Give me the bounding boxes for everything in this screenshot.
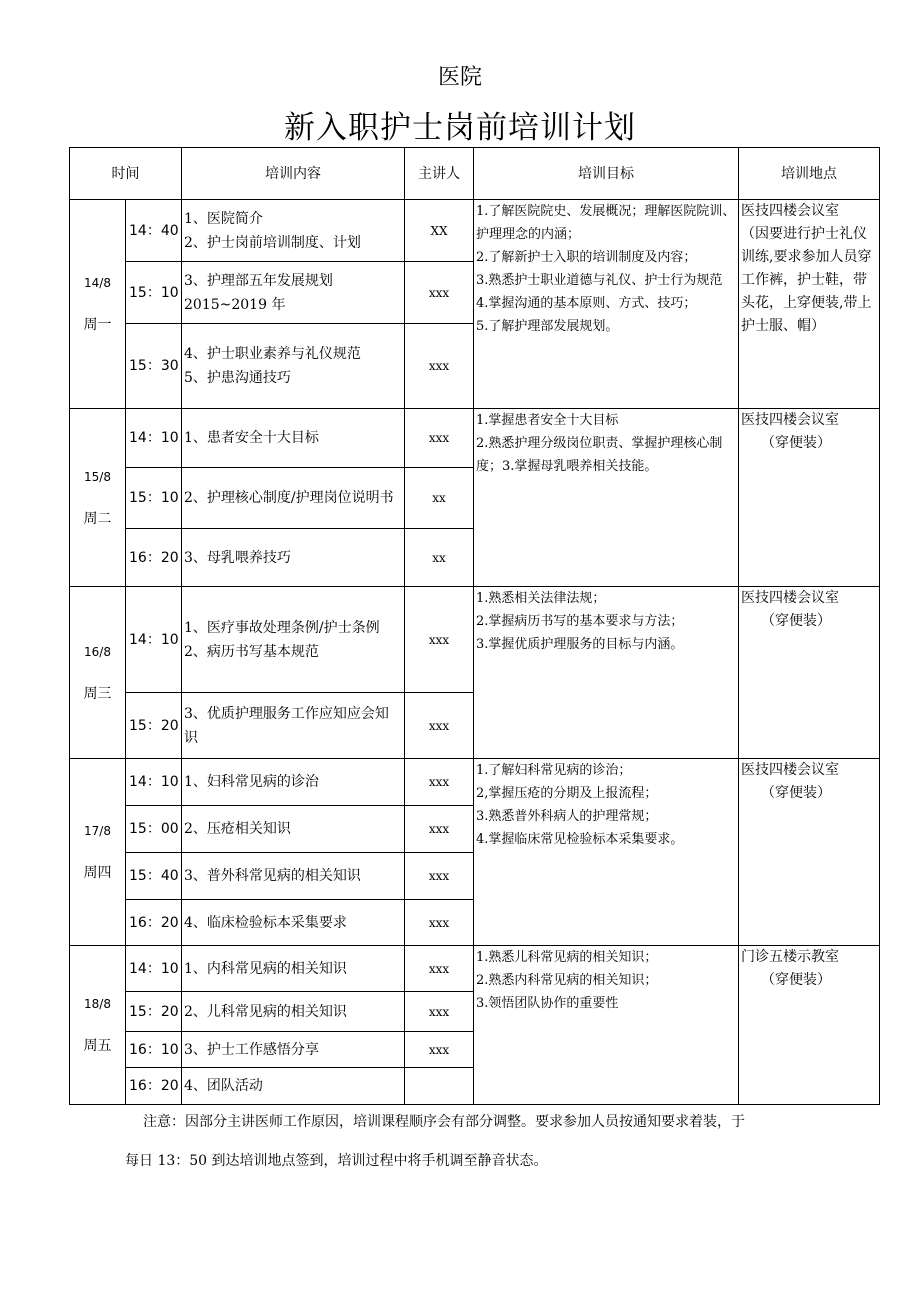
place-note: （穿便装） bbox=[761, 972, 831, 988]
content-line: 2、病历书写基本规范 bbox=[184, 643, 319, 660]
session-speaker: xxx bbox=[405, 1032, 474, 1068]
session-content bbox=[182, 262, 405, 324]
goal-line: 1.了解妇科常见病的诊治； bbox=[476, 763, 632, 778]
session-speaker: XX bbox=[405, 200, 474, 262]
day-cell bbox=[70, 409, 126, 587]
content-line: 1、医院简介 bbox=[184, 210, 263, 227]
session-time: 16：20 bbox=[126, 1068, 182, 1105]
content-line: 3、护理部五年发展规划 bbox=[184, 272, 333, 289]
session-time: 14：10 bbox=[126, 759, 182, 806]
place-note: （因要进行护士礼仪训练,要求参加人员穿工作裤，护士鞋，带头花，上穿便装,带上护士服、帽） bbox=[741, 226, 872, 334]
session-content bbox=[182, 759, 405, 806]
session-content bbox=[182, 587, 405, 693]
table-row bbox=[70, 200, 880, 262]
goal-line: 1.熟悉相关法律法规； bbox=[476, 591, 606, 606]
session-speaker: xxx bbox=[405, 587, 474, 693]
goal-line: 3.领悟团队协作的重要性 bbox=[476, 996, 619, 1011]
goal-line: 3.掌握优质护理服务的目标与内涵。 bbox=[476, 637, 684, 652]
header-place: 培训地点 bbox=[739, 148, 880, 200]
place-name: 医技四楼会议室 bbox=[741, 412, 839, 428]
session-content bbox=[182, 693, 405, 759]
day-date: 16/8 bbox=[84, 644, 111, 659]
day-goals bbox=[474, 946, 739, 1105]
day-place bbox=[739, 409, 880, 587]
day-cell bbox=[70, 946, 126, 1105]
session-speaker: xxx bbox=[405, 262, 474, 324]
goal-line: 1.了解医院院史、发展概况；理解医院院训、护理理念的内涵； bbox=[476, 204, 736, 242]
content-line: 1、内科常见病的相关知识 bbox=[184, 960, 347, 977]
day-goals bbox=[474, 409, 739, 587]
day-date: 18/8 bbox=[84, 997, 111, 1011]
day-place bbox=[739, 759, 880, 946]
document-title: 新入职护士岗前培训计划 bbox=[284, 110, 636, 146]
goal-line: 1.熟悉儿科常见病的相关知识； bbox=[476, 950, 658, 965]
session-speaker: xxx bbox=[405, 806, 474, 853]
session-speaker: xxx bbox=[405, 759, 474, 806]
header-row bbox=[70, 148, 880, 200]
session-time: 14：10 bbox=[126, 409, 182, 468]
session-time: 14：10 bbox=[126, 946, 182, 992]
session-time: 14：10 bbox=[126, 587, 182, 693]
session-time: 16：20 bbox=[126, 529, 182, 587]
session-content bbox=[182, 806, 405, 853]
day-weekday: 周二 bbox=[83, 510, 112, 527]
table-row bbox=[70, 409, 880, 468]
session-time: 16：20 bbox=[126, 900, 182, 946]
goal-line: 2.了解新护士入职的培训制度及内容； bbox=[476, 250, 697, 265]
day-weekday: 周三 bbox=[83, 685, 112, 702]
session-speaker: xx bbox=[405, 468, 474, 529]
session-speaker: xxx bbox=[405, 324, 474, 409]
session-time: 16：10 bbox=[126, 1032, 182, 1068]
day-cell bbox=[70, 200, 126, 409]
session-content bbox=[182, 1068, 405, 1105]
session-content bbox=[182, 324, 405, 409]
content-line: 4、护士职业素养与礼仪规范 bbox=[184, 346, 361, 362]
content-line: 2、儿科常见病的相关知识 bbox=[184, 1003, 347, 1020]
place-note: （穿便装） bbox=[761, 785, 831, 801]
session-speaker: xx bbox=[405, 529, 474, 587]
content-line: 3、普外科常见病的相关知识 bbox=[184, 868, 361, 884]
content-line: 1、妇科常见病的诊治 bbox=[184, 774, 319, 790]
content-line: 3、优质护理服务工作应知应会知识 bbox=[184, 705, 389, 746]
content-line: 2015~2019 年 bbox=[184, 296, 286, 313]
place-note: （穿便装） bbox=[761, 435, 831, 451]
note-line-1: 注意：因部分主讲医师工作原因，培训课程顺序会有部分调整。要求参加人员按通知要求着装，于 bbox=[143, 1114, 745, 1130]
day-date: 17/8 bbox=[84, 824, 111, 838]
day-date: 15/8 bbox=[84, 469, 111, 484]
day-date: 14/8 bbox=[84, 276, 111, 290]
content-line: 1、患者安全十大目标 bbox=[184, 430, 319, 446]
session-speaker: xxx bbox=[405, 409, 474, 468]
session-time: 14：40 bbox=[126, 200, 182, 262]
table-row bbox=[70, 946, 880, 992]
day-goals bbox=[474, 200, 739, 409]
header-content: 培训内容 bbox=[182, 148, 405, 200]
session-time: 15：30 bbox=[126, 324, 182, 409]
goal-line: 1.掌握患者安全十大目标 bbox=[476, 413, 619, 428]
goal-line: 4.掌握临床常见检验标本采集要求。 bbox=[476, 832, 684, 847]
content-line: 4、临床检验标本采集要求 bbox=[184, 914, 347, 931]
goal-line: 5.了解护理部发展规划。 bbox=[476, 319, 619, 334]
header-time: 时间 bbox=[70, 148, 182, 200]
training-schedule-table bbox=[69, 147, 880, 1105]
session-content bbox=[182, 992, 405, 1032]
day-cell bbox=[70, 759, 126, 946]
session-content bbox=[182, 1032, 405, 1068]
session-time: 15：20 bbox=[126, 693, 182, 759]
day-weekday: 周五 bbox=[83, 1038, 112, 1054]
content-line: 5、护患沟通技巧 bbox=[184, 370, 291, 386]
day-goals bbox=[474, 587, 739, 759]
content-line: 2、压疮相关知识 bbox=[184, 821, 291, 837]
goal-line: 3.熟悉护士职业道德与礼仪、护士行为规范 bbox=[476, 273, 723, 288]
day-weekday: 周一 bbox=[83, 317, 112, 333]
content-line: 3、母乳喂养技巧 bbox=[184, 549, 291, 566]
content-line: 2、护理核心制度/护理岗位说明书 bbox=[184, 490, 394, 506]
schedule-body bbox=[70, 148, 880, 1105]
session-content bbox=[182, 900, 405, 946]
goal-line: 2.熟悉内科常见病的相关知识； bbox=[476, 973, 658, 988]
hospital-title: 医院 bbox=[437, 65, 482, 90]
header-speaker: 主讲人 bbox=[405, 148, 474, 200]
content-line: 2、护士岗前培训制度、计划 bbox=[184, 234, 361, 251]
place-note: （穿便装） bbox=[761, 613, 831, 629]
day-weekday: 周四 bbox=[83, 865, 112, 881]
table-row bbox=[70, 587, 880, 693]
content-line: 4、团队活动 bbox=[184, 1078, 263, 1094]
session-speaker: xxx bbox=[405, 853, 474, 900]
session-time: 15：20 bbox=[126, 992, 182, 1032]
session-content bbox=[182, 529, 405, 587]
day-goals bbox=[474, 759, 739, 946]
day-cell bbox=[70, 587, 126, 759]
session-time: 15：00 bbox=[126, 806, 182, 853]
goal-line: 2.掌握病历书写的基本要求与方法； bbox=[476, 614, 684, 629]
session-speaker bbox=[405, 1068, 474, 1105]
session-content bbox=[182, 409, 405, 468]
session-content bbox=[182, 200, 405, 262]
session-time: 15：40 bbox=[126, 853, 182, 900]
session-content bbox=[182, 853, 405, 900]
goal-line: 2,掌握压疮的分期及上报流程； bbox=[476, 786, 658, 801]
goal-line: 4.掌握沟通的基本原则、方式、技巧； bbox=[476, 296, 697, 311]
day-place bbox=[739, 200, 880, 409]
place-name: 医技四楼会议室 bbox=[741, 590, 839, 606]
table-row bbox=[70, 759, 880, 806]
session-speaker: xxx bbox=[405, 946, 474, 992]
content-line: 1、医疗事故处理条例/护士条例 bbox=[184, 619, 380, 636]
session-time: 15：10 bbox=[126, 468, 182, 529]
session-speaker: xxx bbox=[405, 992, 474, 1032]
session-content bbox=[182, 946, 405, 992]
session-content bbox=[182, 468, 405, 529]
goal-line: 2.熟悉护理分级岗位职责、掌握护理核心制度；3.掌握母乳喂养相关技能。 bbox=[476, 436, 723, 474]
session-speaker: xxx bbox=[405, 693, 474, 759]
day-place bbox=[739, 946, 880, 1105]
place-name: 医技四楼会议室 bbox=[741, 203, 839, 219]
place-name: 医技四楼会议室 bbox=[741, 762, 839, 778]
session-time: 15：10 bbox=[126, 262, 182, 324]
content-line: 3、护士工作感悟分享 bbox=[184, 1041, 319, 1058]
day-place bbox=[739, 587, 880, 759]
note-line-2: 每日 13：50 到达培训地点签到，培训过程中将手机调至静音状态。 bbox=[125, 1153, 548, 1169]
goal-line: 3.熟悉普外科病人的护理常规； bbox=[476, 809, 658, 824]
header-goal: 培训目标 bbox=[474, 148, 739, 200]
session-speaker: xxx bbox=[405, 900, 474, 946]
place-name: 门诊五楼示教室 bbox=[741, 949, 839, 965]
